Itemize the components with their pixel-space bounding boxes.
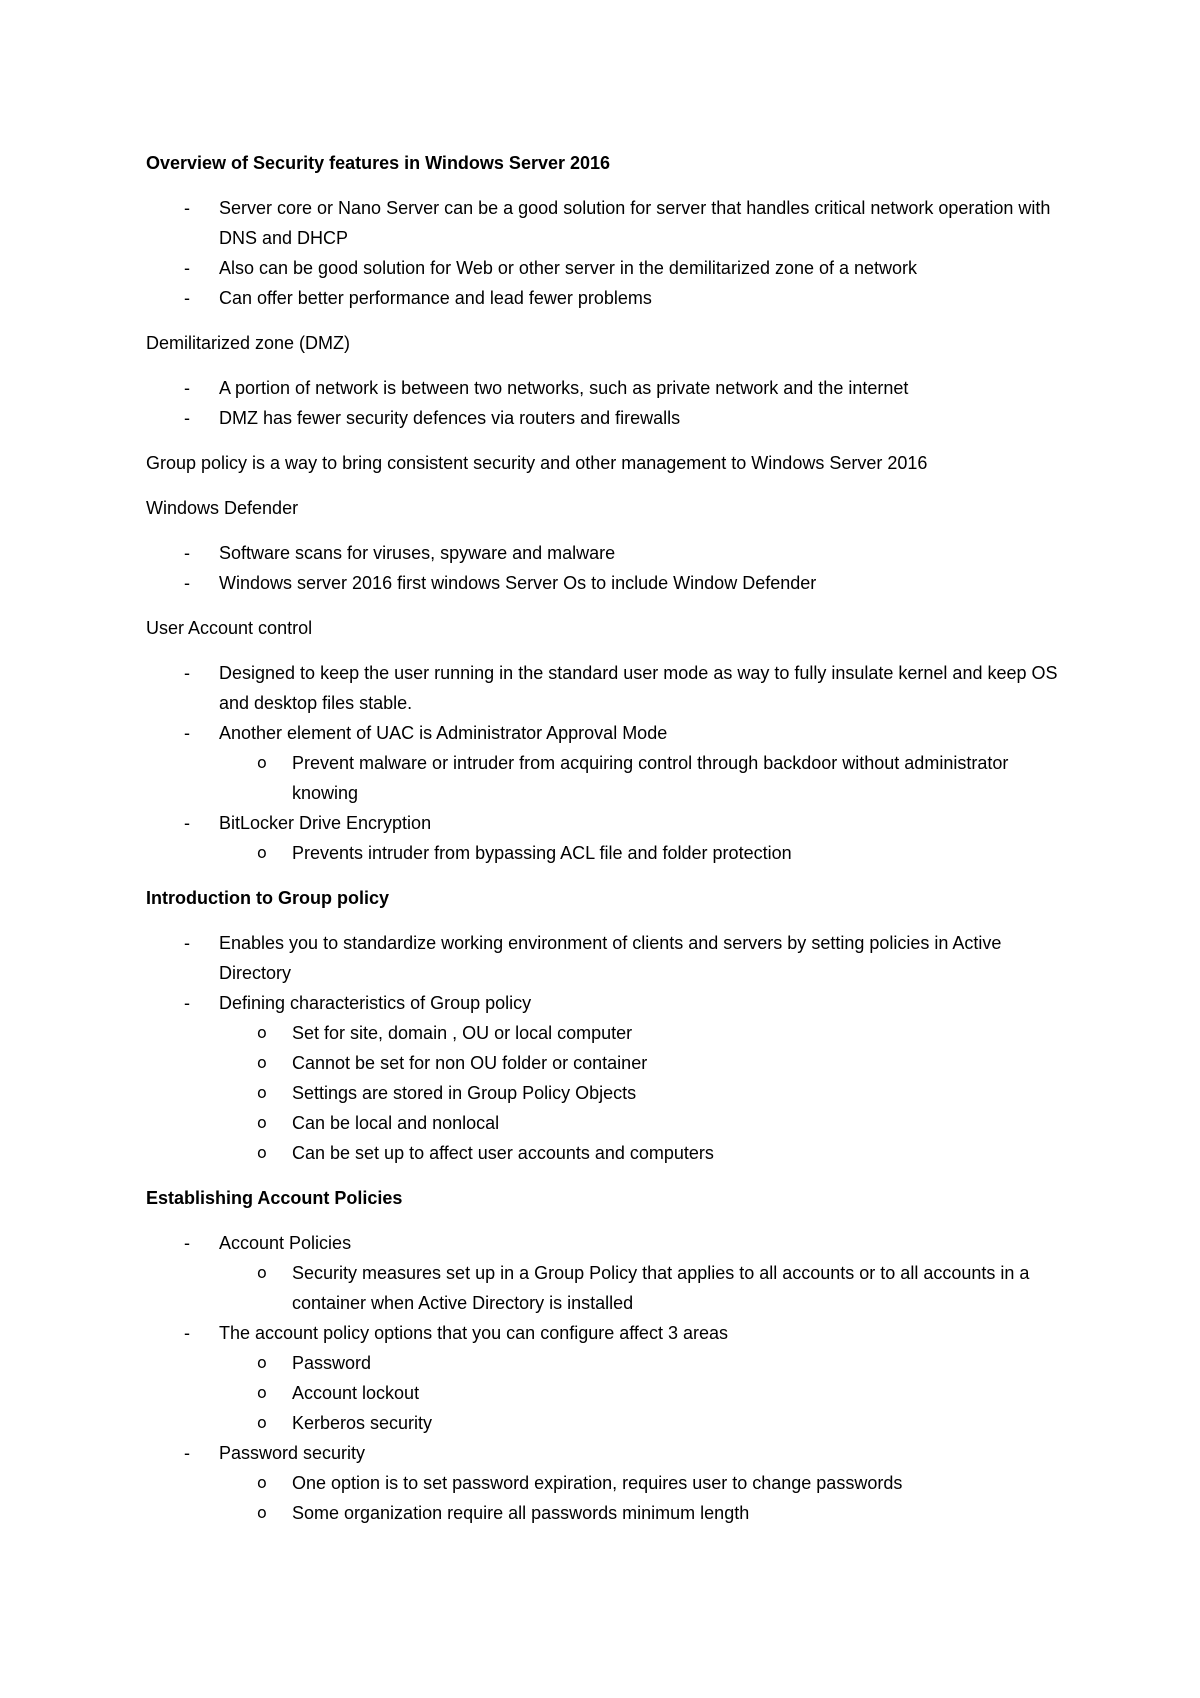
list-item	[146, 808, 1060, 868]
list-item-text: - Password security	[219, 1443, 366, 1463]
uac-list	[146, 658, 1060, 868]
sub-list-item: o One option is to set password expiration, requires user to change passwords	[219, 1468, 1060, 1498]
list-item	[146, 718, 1060, 808]
sub-list-item: o Can be set up to affect user accounts and computers	[219, 1138, 1060, 1168]
sub-list-item: o Set for site, domain , OU or local computer	[219, 1018, 1060, 1048]
list-item	[146, 658, 1060, 718]
list-item	[146, 928, 1060, 988]
list-item-text: - BitLocker Drive Encryption	[219, 813, 432, 833]
sub-list-item: o Settings are stored in Group Policy Objects	[219, 1078, 1060, 1108]
list-item-text: - Another element of UAC is Administrator Approval Mode	[219, 723, 668, 743]
overview-list	[146, 193, 1060, 313]
list-item: - Server core or Nano Server can be a good solution for server that handles critical network operation with DNS and DHCP	[146, 193, 1060, 253]
list-item: - Can offer better performance and lead fewer problems	[146, 283, 1060, 313]
defender-list	[146, 538, 1060, 598]
sub-list	[219, 1348, 1060, 1438]
list-item-text: - The account policy options that you can configure affect 3 areas	[219, 1323, 728, 1343]
list-item: - Windows server 2016 first windows Server Os to include Window Defender	[146, 568, 1060, 598]
sub-list	[219, 748, 1060, 808]
heading-overview: Overview of Security features in Windows Server 2016	[146, 153, 611, 173]
sub-list-item: o Password	[219, 1348, 1060, 1378]
sub-list-item: o Kerberos security	[219, 1408, 1060, 1438]
intro-gp-list	[146, 928, 1060, 1168]
list-item: - Software scans for viruses, spyware and malware	[146, 538, 1060, 568]
sub-list-item: o Prevent malware or intruder from acquiring control through backdoor without administrator knowing	[219, 748, 1060, 808]
account-policies-list	[146, 1228, 1060, 1528]
heading-user-account-control: User Account control	[146, 618, 313, 638]
group-policy-note: Group policy is a way to bring consistent security and other management to Windows Server 2016	[146, 453, 928, 473]
heading-dmz: Demilitarized zone (DMZ)	[146, 333, 351, 353]
sub-list-item: o Some organization require all passwords minimum length	[219, 1498, 1060, 1528]
heading-account-policies: Establishing Account Policies	[146, 1188, 403, 1208]
list-item	[146, 1438, 1060, 1528]
sub-list	[219, 1018, 1060, 1168]
heading-windows-defender: Windows Defender	[146, 498, 299, 518]
heading-intro-group-policy: Introduction to Group policy	[146, 888, 389, 908]
list-item-text: - Account Policies	[219, 1233, 352, 1253]
sub-list	[219, 1468, 1060, 1528]
list-item	[146, 1318, 1060, 1438]
list-item: - Also can be good solution for Web or other server in the demilitarized zone of a network	[146, 253, 1060, 283]
sub-list-item: o Security measures set up in a Group Policy that applies to all accounts or to all accounts in a container when Active Directory is installed	[219, 1258, 1060, 1318]
list-item-text: - Enables you to standardize working environment of clients and servers by setting policies in Active Directory	[219, 933, 1002, 983]
list-item-text: - Designed to keep the user running in the standard user mode as way to fully insulate kernel and keep OS and desktop files stable.	[219, 663, 1058, 713]
sub-list-item: o Cannot be set for non OU folder or container	[219, 1048, 1060, 1078]
sub-list	[219, 838, 1060, 868]
sub-list-item: o Can be local and nonlocal	[219, 1108, 1060, 1138]
sub-list-item: o Account lockout	[219, 1378, 1060, 1408]
list-item	[146, 988, 1060, 1168]
list-item: - A portion of network is between two networks, such as private network and the internet	[146, 373, 1060, 403]
sub-list	[219, 1258, 1060, 1318]
sub-list-item: o Prevents intruder from bypassing ACL file and folder protection	[219, 838, 1060, 868]
list-item: - DMZ has fewer security defences via routers and firewalls	[146, 403, 1060, 433]
list-item	[146, 1228, 1060, 1318]
dmz-list	[146, 373, 1060, 433]
list-item-text: - Defining characteristics of Group policy	[219, 993, 532, 1013]
